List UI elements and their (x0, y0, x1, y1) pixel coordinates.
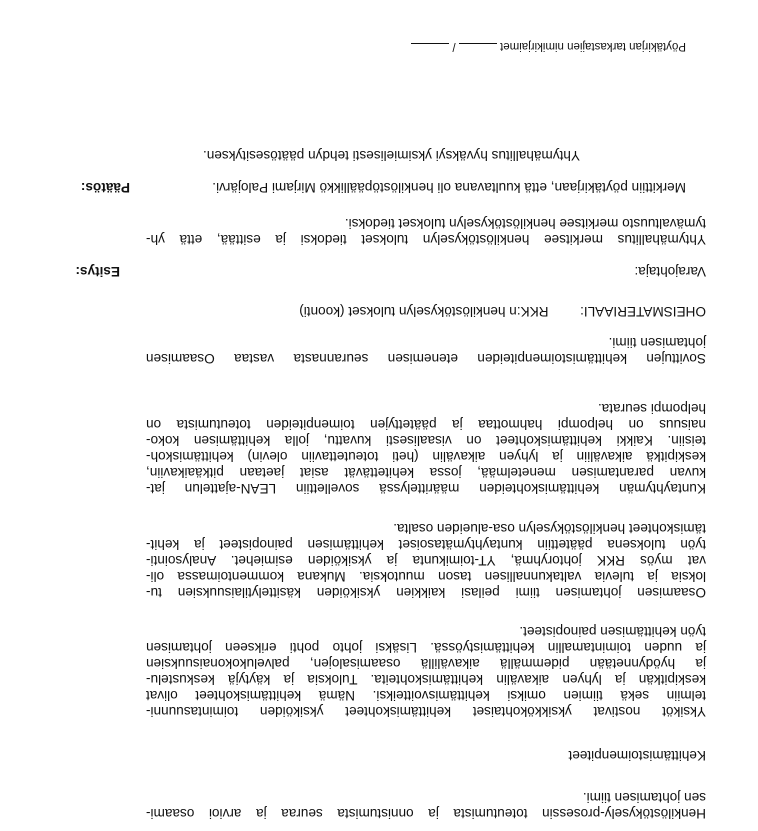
text-line: Yksiköt nostivat yksikkökohtaiset kehittämiskohteet yksiköiden toimintasuunni- (146, 704, 706, 719)
text-line: Yhtymähallitus merkitsee henkilöstökyselyn tulokset tiedoksi ja esittää, että yh- (146, 232, 706, 247)
text-line: keskipitkän ja lyhyen aikavälin kehittämiskohteita. Tuloksia ja käytyjä keskustelu- (146, 672, 706, 687)
text-line: teisiin. Kaikki kehittämiskohteet on visaalisesti kuvattu, jolla kehittämisen koko- (146, 433, 706, 448)
paragraph-competence-team (146, 520, 706, 600)
text-line: telmiin sekä tiimien omiksi kehittämisvoitteiksi. Nämä kehittämiskohteet olivat (146, 688, 706, 703)
signature-label: Pöytäkirjan tarkastajien nimikirjaimet (500, 40, 686, 52)
signature-line (411, 40, 686, 54)
text-line: johtamisen tiimi. (608, 335, 706, 350)
initials-blank-1[interactable] (459, 43, 497, 54)
paragraph-process-followup (146, 789, 706, 821)
text-line: helpompi seurata. (597, 401, 706, 416)
text-line: Osaamisen johtamisen tiimi peilasi kaikkien yksiköiden käsittelytilaisuuksien tu- (146, 585, 706, 600)
paragraph-unit-goals (146, 623, 706, 719)
text-line: Henkilöstökysely-prosessin toteutumista ja onnistumista seuraa ja arvioi osaami- (146, 806, 706, 821)
attachment-link[interactable]: RKK:n henkilöstökyselyn tulokset (koonti) (299, 304, 549, 319)
decision-line-1: Merkittiin pöytäkirjaan, että kuultavana oli henkilöstöpäällikkö Mirjami Palojärvi. (212, 180, 686, 195)
text-line: naisuus on helpompi hahmottaa ja päätettyjen toimenpiteiden toteutumista on (146, 417, 706, 432)
proposal-text (146, 215, 706, 247)
text-line: tymävaltuusto merkitsee henkilöstökyselyn tulokset tiedoksi. (344, 216, 706, 231)
paragraph-follow-up-responsibility (146, 334, 706, 366)
paragraph-lean-method (146, 400, 706, 496)
text-line: sen johtamisen tiimi. (582, 790, 706, 805)
decision-line-2: Yhtymähallitus hyväksyi yksimielisesti tehdyn päätösesityksen. (202, 148, 580, 163)
section-heading-development-actions (146, 747, 706, 763)
decision-label: Päätös: (80, 180, 130, 195)
text-line: tämiskohteet henkilöstökyselyn osa-alueiden osalta. (393, 521, 706, 536)
attachment-label: OHEISMATERIAALI: (580, 304, 706, 319)
text-line: työn tuloksena päätettiin kuntayhtymätasoiset kehittämisen painopisteet ja kehit- (146, 537, 706, 552)
text-line: vat myös RKK johtoryhmä, YT-toimikunta ja yksiköiden esimiehet. Analysointi- (146, 553, 706, 568)
initials-blank-2[interactable] (411, 43, 449, 54)
signature-separator: / (452, 40, 456, 52)
text-line: Kehittämistoimenpiteet (568, 748, 706, 763)
text-line: Sovittujen kehittämistoimenpiteiden etenemisen seurannasta vastaa Osaamisen (146, 351, 706, 366)
proposal-presenter: Varajohtaja: (634, 264, 706, 279)
attachment-line (299, 303, 706, 319)
text-line: loksia ja tulevia valtakunnallisen tason muutoksia. Mukana kommentoimassa oli- (146, 569, 706, 584)
text-line: Kuntayhtymän kehittämiskohteiden määrittelyssä sovellettiin LEAN-ajattelun jat- (146, 481, 706, 496)
text-line: ja uuden toimintamallin kehittämistyössä. Lisäksi johto pohti erikseen johtamisen (146, 640, 706, 655)
text-line: työn kehittämisen painopisteet. (519, 624, 706, 639)
text-line: kuvan parantamisen menetelmää, jossa kehitettävät asiat jaetaan pitkäaikaviin, (146, 465, 706, 480)
proposal-label: Esitys: (75, 264, 120, 279)
text-line: keskipitkä aikaväliin ja lyhyen aikavälin (heti toteutettaviin olevin) kehittämiskoh- (146, 449, 706, 464)
text-line: ja hyödynnetään pidemmällä aikavälillä osaamisalojen, palvelukokonaisuuksien (146, 656, 706, 671)
